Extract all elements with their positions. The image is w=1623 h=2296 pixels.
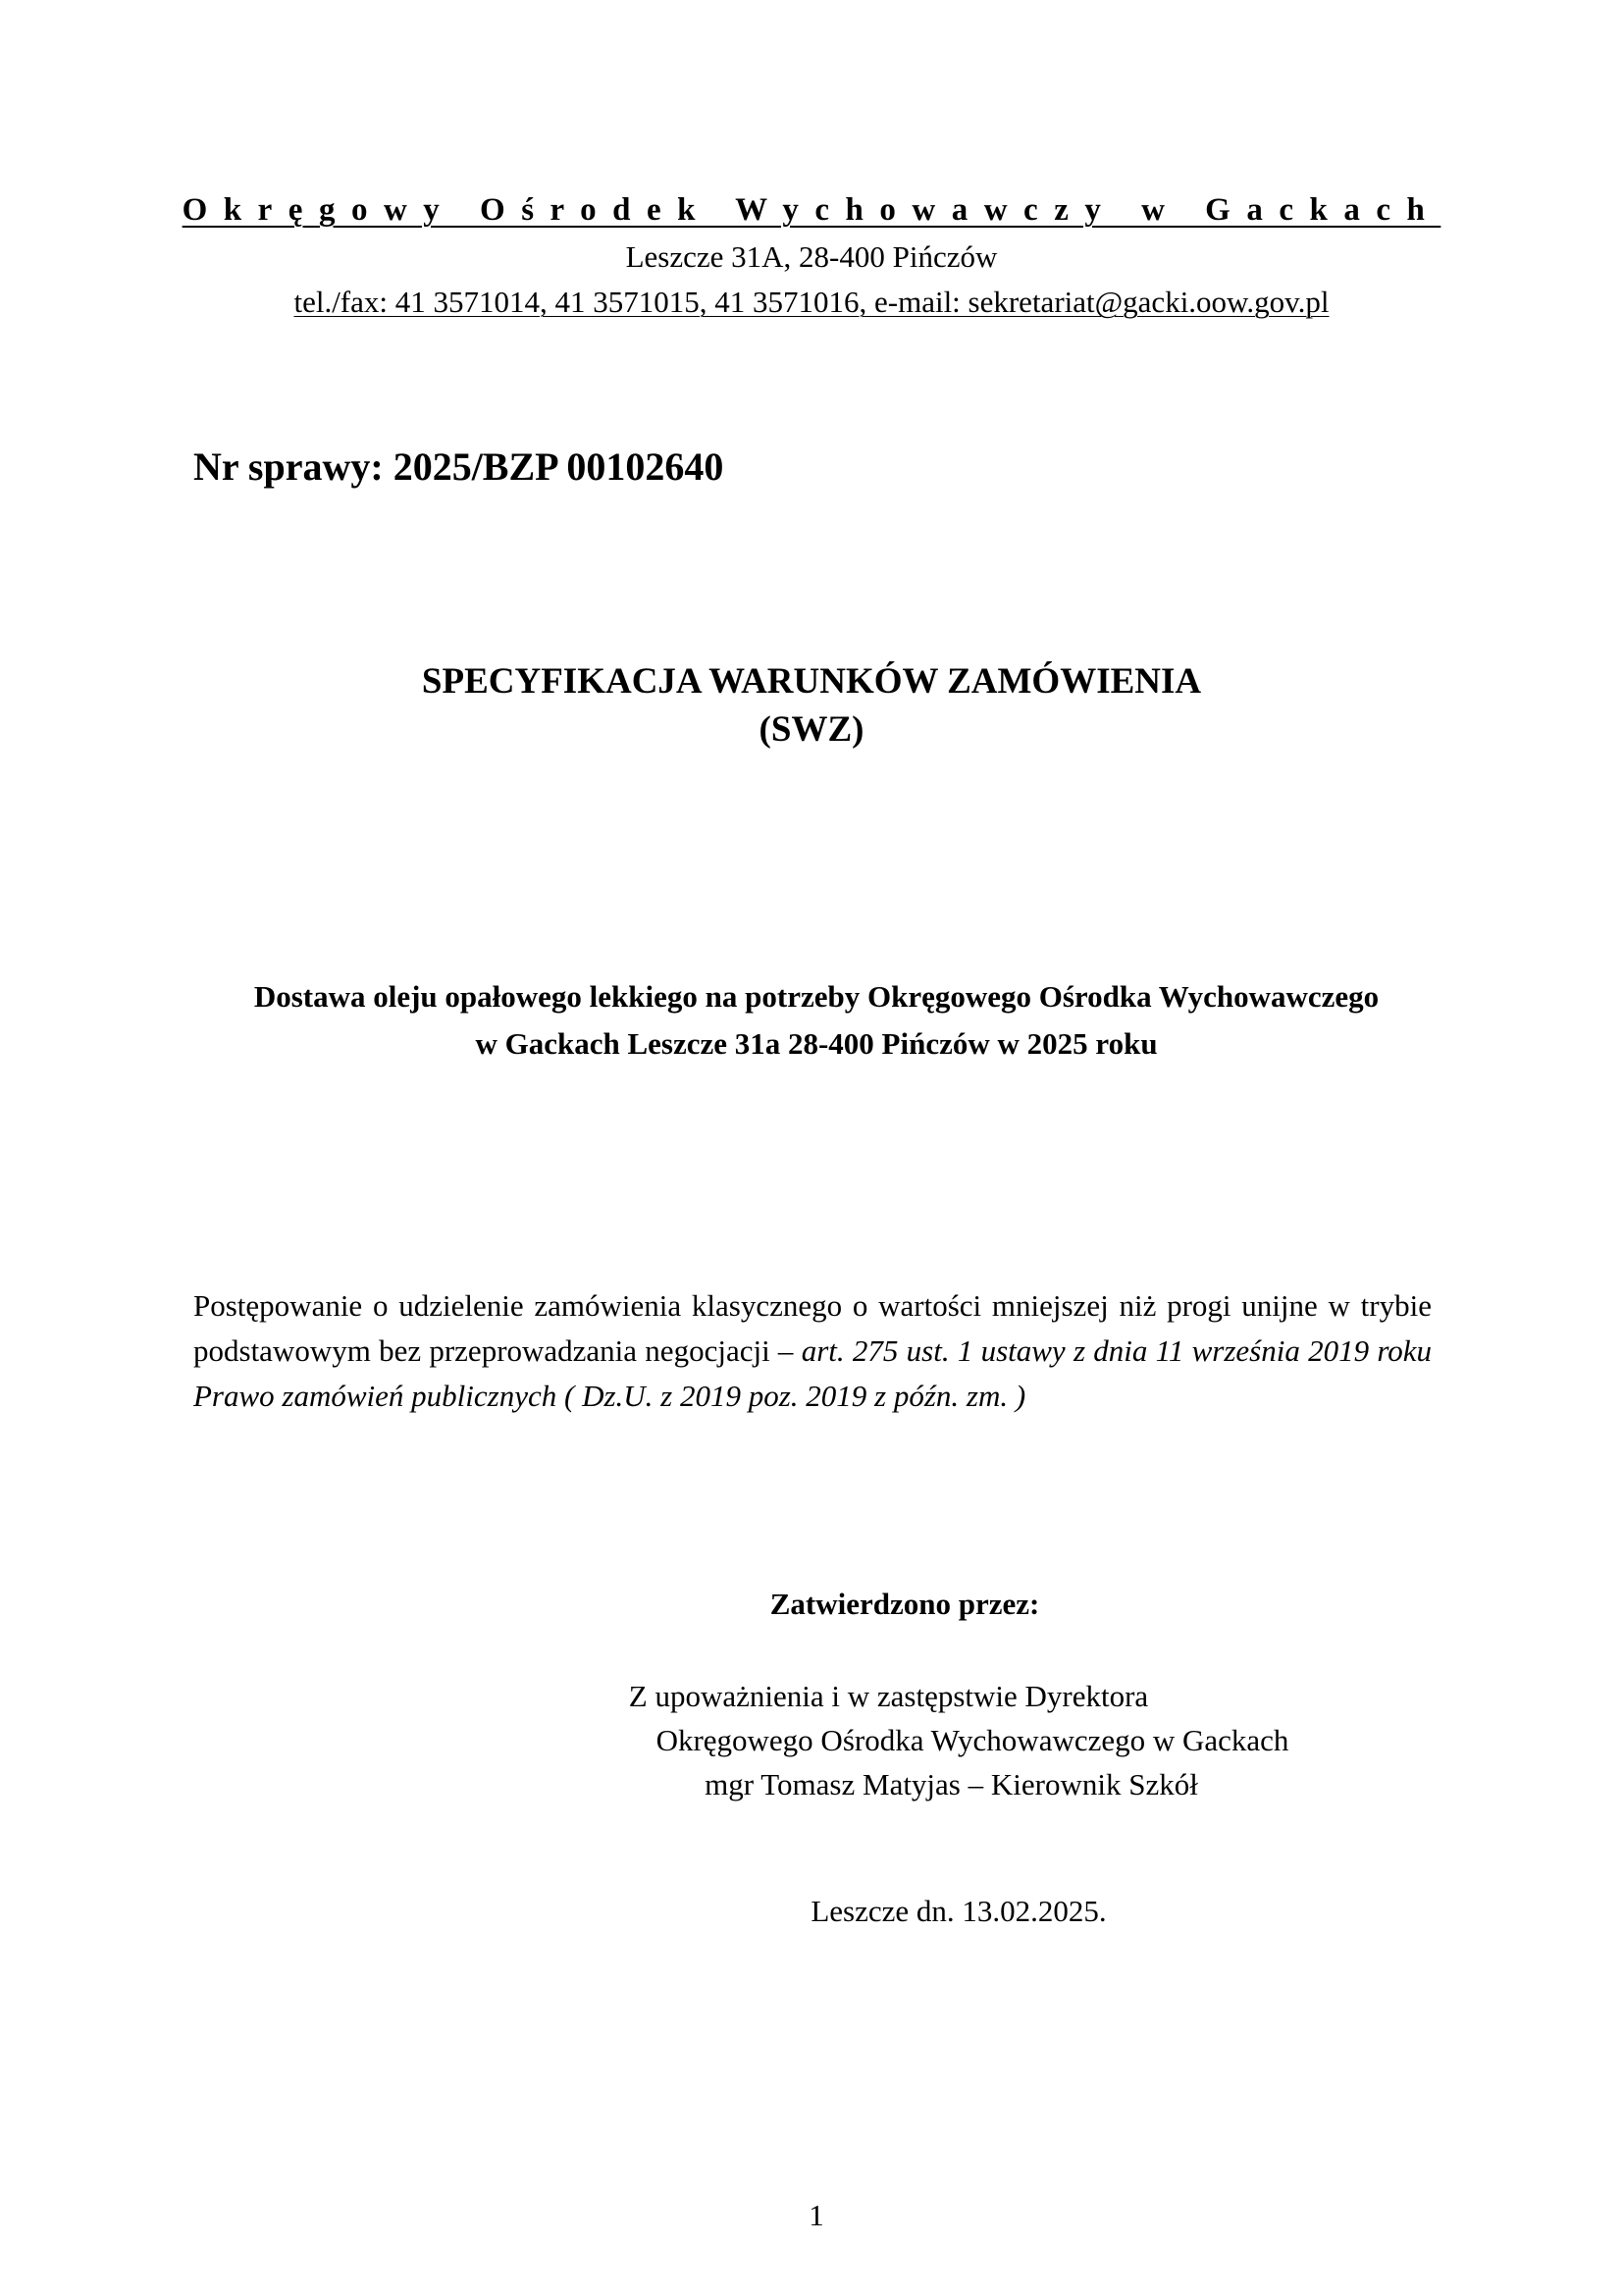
approval-organization: Okręgowego Ośrodka Wychowawczego w Gackach — [655, 1723, 1289, 1757]
procedure-intro: Postępowanie o udzielenie zamówienia klasycznego o wartości mniejszej niż progi unijne w trybie podstawowym bez przeprowadzania negocjacji – — [193, 1288, 1432, 1368]
approval-authorization: Z upoważnienia i w zastępstwie Dyrektora — [628, 1679, 1149, 1713]
document-title-abbreviation: (SWZ) — [759, 709, 864, 750]
order-subject-line-2: w Gackach Leszcze 31a 28-400 Pińczów w 2025 roku — [475, 1026, 1158, 1061]
procedure-legal-basis: art. 275 ust. 1 ustawy z dnia 11 września 2019 roku Prawo zamówień publicznych ( Dz.U. z 2019 poz. 2019 z późn. zm. ) — [193, 1333, 1433, 1413]
approval-signatory: mgr Tomasz Matyjas – Kierownik Szkół — [705, 1767, 1198, 1801]
approval-label: Zatwierdzono przez: — [769, 1587, 1040, 1621]
organization-name: Okręgowy Ośrodek Wychowawczy w Gackach — [182, 192, 1441, 228]
page-number: 1 — [809, 2198, 824, 2232]
order-subject-line-1: Dostawa oleju opałowego lekkiego na potrzeby Okręgowego Ośrodka Wychowawczego — [253, 979, 1380, 1014]
case-number: Nr sprawy: 2025/BZP 00102640 — [193, 444, 724, 489]
organization-contact: tel./fax: 41 3571014, 41 3571015, 41 3571016, e-mail: sekretariat@gacki.oow.gov.pl — [293, 285, 1330, 319]
organization-address: Leszcze 31A, 28-400 Pińczów — [625, 239, 998, 274]
document-title: SPECYFIKACJA WARUNKÓW ZAMÓWIENIA — [421, 661, 1202, 702]
place-and-date: Leszcze dn. 13.02.2025. — [811, 1894, 1107, 1928]
procedure-description — [193, 1283, 1432, 1419]
